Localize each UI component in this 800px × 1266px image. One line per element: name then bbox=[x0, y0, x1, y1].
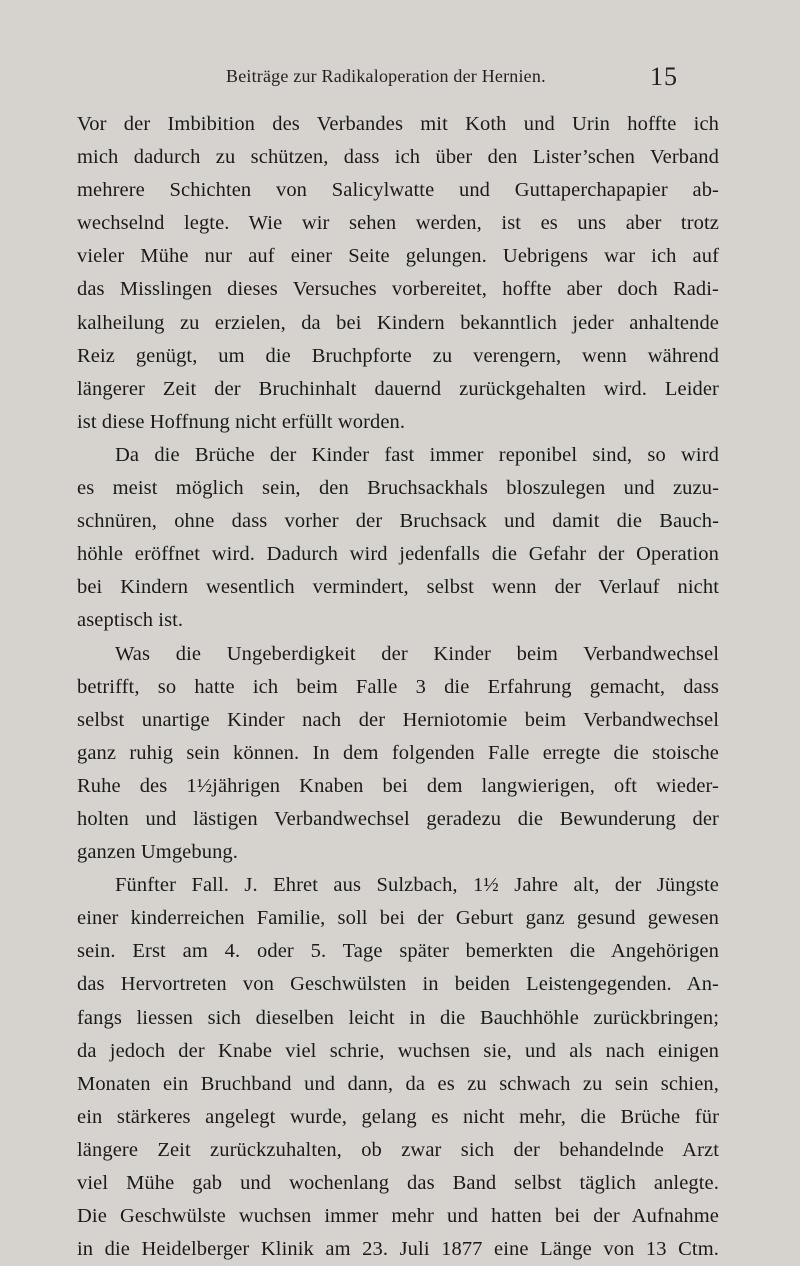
text-line: Monaten ein Bruchband und dann, da es zu schwach zu sein schien, bbox=[77, 1072, 719, 1095]
text-line: kalheilung zu erzielen, da bei Kindern bekanntlich jeder anhaltende bbox=[77, 311, 719, 334]
text-line: mich dadurch zu schützen, dass ich über den Lister’schen Verband bbox=[77, 146, 719, 169]
text-line: selbst unartige Kinder nach der Herniotomie beim Verbandwechsel bbox=[77, 708, 719, 731]
text-line: wechselnd legte. Wie wir sehen werden, ist es uns aber trotz bbox=[77, 212, 719, 235]
text-line: in die Heidelberger Klinik am 23. Juli 1877 eine Länge von 13 Ctm. bbox=[77, 1238, 719, 1261]
text-line: Ruhe des 1½jährigen Knaben bei dem langwierigen, oft wieder- bbox=[77, 774, 719, 797]
running-title: Beiträge zur Radikaloperation der Hernien. bbox=[226, 66, 546, 86]
text-line: ganz ruhig sein können. In dem folgenden Falle erregte die stoische bbox=[77, 741, 719, 764]
text-line: da jedoch der Knabe viel schrie, wuchsen sie, und als nach einigen bbox=[77, 1039, 719, 1062]
text-line: betrifft, so hatte ich beim Falle 3 die Erfahrung gemacht, dass bbox=[77, 675, 719, 698]
text-line: vieler Mühe nur auf einer Seite gelungen. Uebrigens war ich auf bbox=[77, 245, 719, 268]
text-line: längere Zeit zurückzuhalten, ob zwar sich der behandelnde Arzt bbox=[77, 1138, 719, 1161]
text-line: ist diese Hoffnung nicht erfüllt worden. bbox=[77, 410, 406, 433]
text-line: Reiz genügt, um die Bruchpforte zu verengern, wenn während bbox=[77, 344, 719, 367]
text-line: fangs liessen sich dieselben leicht in die Bauchhöhle zurückbringen; bbox=[77, 1006, 719, 1029]
text-line: aseptisch ist. bbox=[77, 609, 184, 632]
text-line: Fünfter Fall. J. Ehret aus Sulzbach, 1½ Jahre alt, der Jüngste bbox=[115, 874, 719, 897]
text-line: Die Geschwülste wuchsen immer mehr und hatten bei der Aufnahme bbox=[77, 1205, 719, 1228]
text-line: es meist möglich sein, den Bruchsackhals bloszulegen und zuzu- bbox=[77, 477, 719, 500]
text-line: ein stärkeres angelegt wurde, gelang es nicht mehr, die Brüche für bbox=[77, 1105, 719, 1128]
text-line: ganzen Umgebung. bbox=[77, 841, 238, 864]
page-number: 15 bbox=[650, 62, 678, 91]
body-text bbox=[77, 108, 719, 1266]
text-line: Was die Ungeberdigkeit der Kinder beim Verbandwechsel bbox=[115, 642, 719, 665]
text-line: sein. Erst am 4. oder 5. Tage später bemerkten die Angehörigen bbox=[77, 940, 719, 963]
text-line: Vor der Imbibition des Verbandes mit Koth und Urin hoffte ich bbox=[77, 113, 719, 135]
text-line: mehrere Schichten von Salicylwatte und Guttaperchapapier ab- bbox=[77, 179, 719, 202]
text-line: viel Mühe gab und wochenlang das Band selbst täglich anlegte. bbox=[77, 1172, 719, 1194]
text-line: längerer Zeit der Bruchinhalt dauernd zurückgehalten wird. Leider bbox=[77, 377, 719, 400]
text-line: holten und lästigen Verbandwechsel geradezu die Bewunderung der bbox=[77, 807, 719, 830]
text-line: schnüren, ohne dass vorher der Bruchsack und damit die Bauch- bbox=[77, 510, 719, 533]
text-line: höhle eröffnet wird. Dadurch wird jedenfalls die Gefahr der Operation bbox=[77, 543, 719, 566]
text-line: einer kinderreichen Familie, soll bei der Geburt ganz gesund gewesen bbox=[77, 907, 719, 930]
text-line: das Misslingen dieses Versuches vorbereitet, hoffte aber doch Radi- bbox=[77, 278, 719, 301]
text-line: bei Kindern wesentlich vermindert, selbst wenn der Verlauf nicht bbox=[77, 576, 719, 599]
text-line: Da die Brüche der Kinder fast immer reponibel sind, so wird bbox=[115, 443, 719, 466]
text-line: das Hervortreten von Geschwülsten in beiden Leistengegenden. An- bbox=[77, 973, 719, 996]
